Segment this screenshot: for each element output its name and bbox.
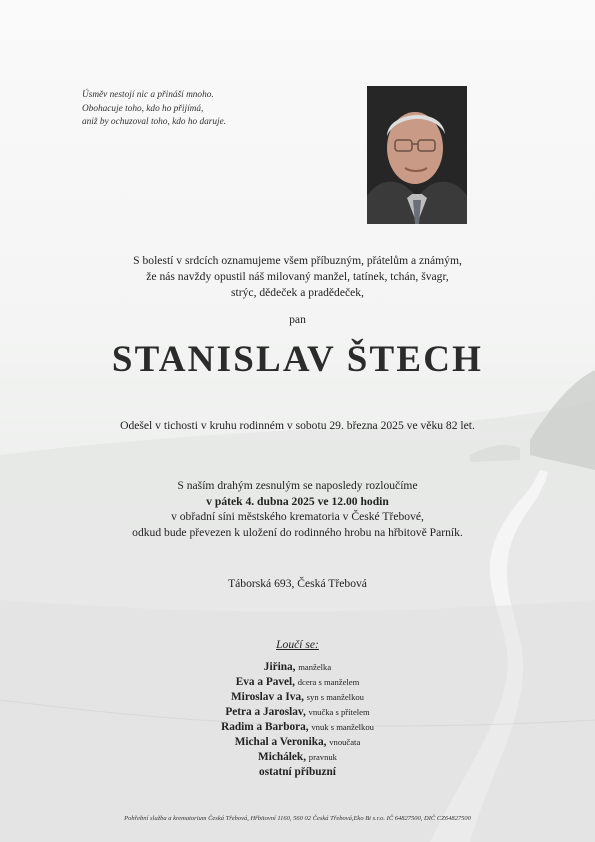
mourner (0, 690, 595, 705)
quote-line: Úsměv nestojí nic a přináší mnoho. (82, 90, 214, 100)
mourner-name: Radim a Barbora, (221, 721, 309, 733)
mourner-relation: syn s manželkou (306, 692, 364, 702)
mourner-name: Michal a Veronika, (234, 736, 327, 748)
mourner-relation: vnuk s manželkou (311, 722, 374, 732)
deceased-name: STANISLAV ŠTECH (111, 339, 484, 380)
mourner (0, 735, 595, 750)
announcement-line: S bolestí v srdcích oznamujeme všem příbuzným, přátelům a známým, (133, 254, 462, 267)
mourner-relation: pravnuk (308, 752, 337, 762)
mourner-name: Michálek, (258, 751, 307, 763)
portrait-photo (367, 86, 467, 224)
mourner-relation: vnučka s přítelem (308, 707, 370, 717)
announcement-line: že nás navždy opustil náš milovaný manžel, tatínek, tchán, švagr, (146, 270, 449, 283)
announcement-text (0, 253, 595, 301)
mourner-name: Jiřina, (263, 661, 296, 673)
mourner (0, 750, 595, 765)
mourner (0, 705, 595, 720)
mourner-name: Eva a Pavel, (235, 676, 295, 688)
quote-line: Obohacuje toho, kdo ho přijímá, (82, 103, 204, 114)
honorific: pan (289, 313, 306, 326)
mourner (0, 660, 595, 675)
funeral-service-footer: Pohřební služba a krematorium Česká Třebová, Hřbitovní 1160, 560 02 Česká Třebová,Eko Bi s.r.o. IČ 64827500, DIČ CZ64827500 (124, 815, 471, 822)
address: Táborská 693, Česká Třebová (228, 577, 367, 590)
mourner (0, 675, 595, 690)
mourners-list (0, 660, 595, 780)
mourner-name: Miroslav a Iva, (231, 691, 304, 703)
funeral-date-time: v pátek 4. dubna 2025 ve 12.00 hodin (206, 494, 389, 508)
death-notice: Odešel v tichosti v kruhu rodinném v sobotu 29. března 2025 ve věku 82 let. (120, 419, 475, 432)
funeral-details (0, 478, 595, 540)
funeral-line: v obřadní síni městského krematoria v České Třebové, (171, 510, 424, 523)
funeral-line: odkud bude převezen k uložení do rodinného hrobu na hřbitově Parník. (132, 525, 463, 539)
mourner-relation: manželka (298, 662, 332, 672)
mourners-heading: Loučí se: (276, 638, 319, 651)
quote (82, 89, 322, 130)
mourner-name: ostatní příbuzní (259, 766, 336, 778)
quote-line: aniž by ochuzoval toho, kdo ho daruje. (82, 117, 227, 127)
funeral-line: S naším drahým zesnulým se naposledy rozloučíme (177, 479, 418, 492)
mourner-relation: dcera s manželem (297, 677, 360, 687)
announcement-line: strýc, dědeček a pradědeček, (231, 286, 364, 299)
mourner (0, 720, 595, 735)
mourner-name: Petra a Jaroslav, (225, 706, 306, 718)
mourner (0, 765, 595, 780)
mourner-relation: vnoučata (329, 737, 361, 747)
